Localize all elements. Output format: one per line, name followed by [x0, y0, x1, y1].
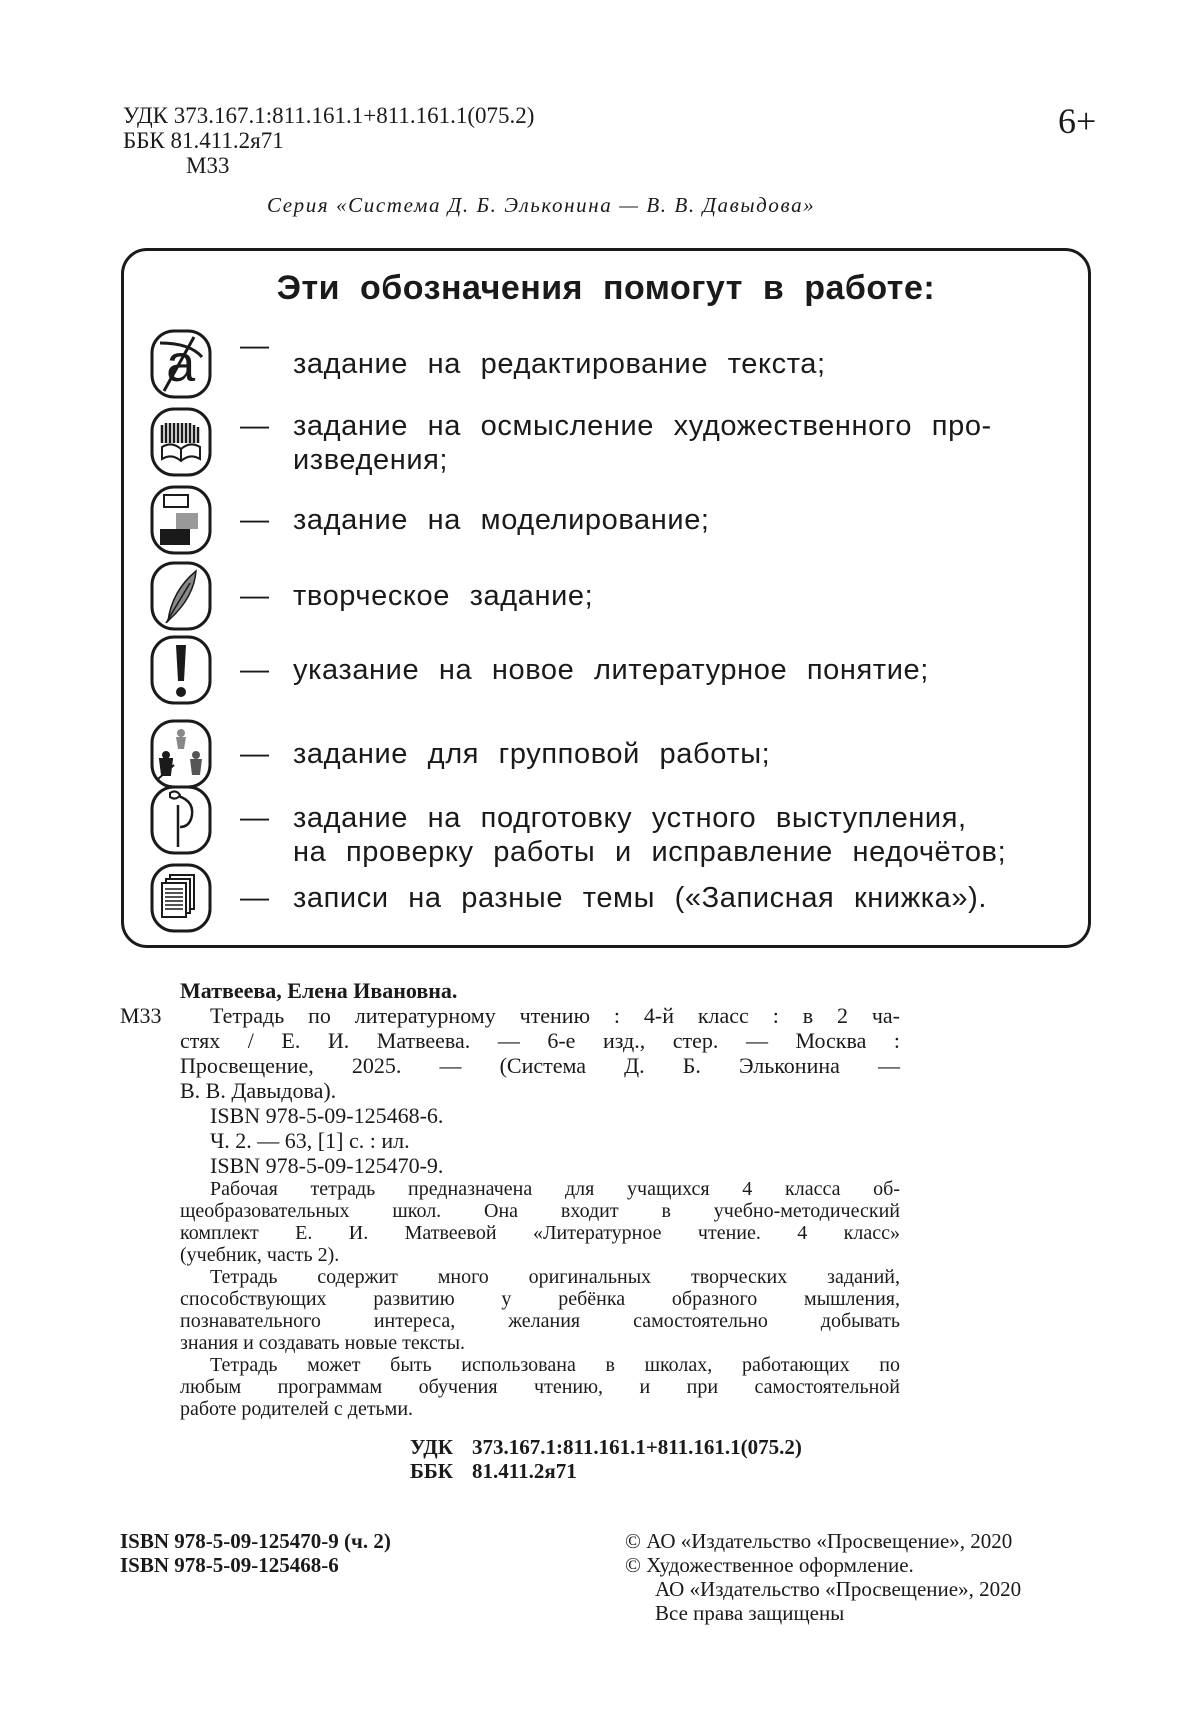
bib-line: Тетрадь по литературному чтению : 4-й класс : в 2 ча- [210, 1003, 900, 1028]
svg-text:a: a [166, 335, 196, 393]
bib-annotation: способствующих развитию у ребёнка образного мышления, [180, 1288, 900, 1310]
legend-item-text: задание для групповой работы; [293, 738, 771, 770]
notebook-pages-icon [150, 863, 212, 933]
bib-line: Просвещение, 2025. — (Система Д. Б. Эльконина — [180, 1053, 900, 1078]
udc-code: УДК 373.167.1:811.161.1+811.161.1(075.2) [123, 103, 535, 128]
bib-annotation: Тетрадь содержит много оригинальных творческих заданий, [210, 1266, 900, 1288]
copyright-line: © Художественное оформление. [625, 1553, 914, 1577]
legend-item-text: записи на разные темы («Записная книжка»). [293, 882, 988, 914]
bib-line: стях / Е. И. Матвеева. — 6-е изд., стер. — Москва : [180, 1028, 900, 1053]
bib-annotation: знания и создавать новые тексты. [180, 1332, 466, 1354]
bib-author: Матвеева, Елена Ивановна. [180, 978, 458, 1003]
legend-dash: — [240, 654, 270, 686]
bbk-value: 81.411.2я71 [472, 1459, 577, 1483]
legend-item-text: творческое задание; [293, 580, 594, 612]
legend-title: Эти обозначения помогут в работе: [276, 269, 936, 307]
bib-annotation: комплект Е. И. Матвеевой «Литературное чтение. 4 класс» [180, 1222, 900, 1244]
legend-dash: — [240, 802, 270, 834]
header-block [123, 103, 534, 178]
legend-dash: — [240, 410, 270, 442]
legend-dash: — [240, 504, 270, 536]
bib-isbn-part: ISBN 978-5-09-125470-9. [210, 1153, 444, 1178]
legend-item-text: изведения; [293, 444, 449, 476]
legend-dash: — [240, 882, 270, 914]
bib-code: М33 [120, 1003, 162, 1028]
bib-annotation: познавательного интереса, желания самостоятельно добывать [180, 1310, 900, 1332]
footer-isbn [120, 1529, 391, 1577]
footer-isbn-part: ISBN 978-5-09-125470-9 (ч. 2) [120, 1529, 391, 1553]
legend-item-text: указание на новое литературное понятие; [293, 654, 929, 686]
exclamation-icon [150, 635, 212, 705]
legend-item-text: задание на редактирование текста; [293, 348, 826, 380]
footer-isbn-general: ISBN 978-5-09-125468-6 [120, 1553, 339, 1577]
bib-part: Ч. 2. — 63, [1] с. : ил. [210, 1128, 410, 1153]
legend-item-text: на проверку работы и исправление недочётов; [293, 836, 1007, 868]
bib-annotation: щеобразовательных школ. Она входит в учебно-методический [180, 1200, 900, 1222]
bib-classification [410, 1435, 802, 1483]
horn-speech-icon [150, 785, 212, 855]
copyright-line: © АО «Издательство «Просвещение», 2020 [625, 1529, 1013, 1553]
quill-creative-icon [150, 561, 212, 631]
copyright-line: АО «Издательство «Просвещение», 2020 [655, 1577, 1022, 1601]
book-comprehension-icon [150, 407, 212, 477]
age-rating: 6+ [1058, 101, 1097, 141]
bib-annotation: Рабочая тетрадь предназначена для учащихся 4 класса об- [210, 1178, 900, 1200]
legend-item-text: задание на осмысление художественного про- [293, 410, 992, 442]
legend-dash: — [240, 738, 270, 770]
bbk-label: ББК [410, 1459, 453, 1483]
bib-isbn-general: ISBN 978-5-09-125468-6. [210, 1103, 444, 1128]
series-title: Серия «Система Д. Б. Эльконина — В. В. Давыдова» [267, 193, 816, 217]
udc-label: УДК [410, 1435, 453, 1459]
copyright-block [625, 1529, 1021, 1625]
group-work-icon [150, 719, 212, 789]
legend-box [121, 248, 1091, 948]
bibliographic-record [180, 978, 900, 1420]
modeling-icon [150, 485, 212, 555]
legend-item-text: задание на моделирование; [293, 504, 710, 536]
legend-dash: — [240, 330, 270, 362]
bbk-code: ББК 81.411.2я71 [123, 128, 284, 153]
bib-line: В. В. Давыдова). [180, 1078, 337, 1103]
bib-annotation: любым программам обучения чтению, и при самостоятельной [180, 1376, 900, 1398]
bib-annotation: работе родителей с детьми. [180, 1398, 414, 1420]
bib-annotation: (учебник, часть 2). [180, 1244, 340, 1266]
udc-value: 373.167.1:811.161.1+811.161.1(075.2) [472, 1435, 802, 1459]
author-code: М33 [186, 153, 230, 178]
rights-reserved: Все права защищены [655, 1601, 845, 1625]
edit-text-icon [150, 329, 212, 399]
legend-item-text: задание на подготовку устного выступления, [293, 802, 967, 834]
bib-annotation: Тетрадь может быть использована в школах, работающих по [210, 1354, 900, 1376]
legend-dash: — [240, 580, 270, 612]
